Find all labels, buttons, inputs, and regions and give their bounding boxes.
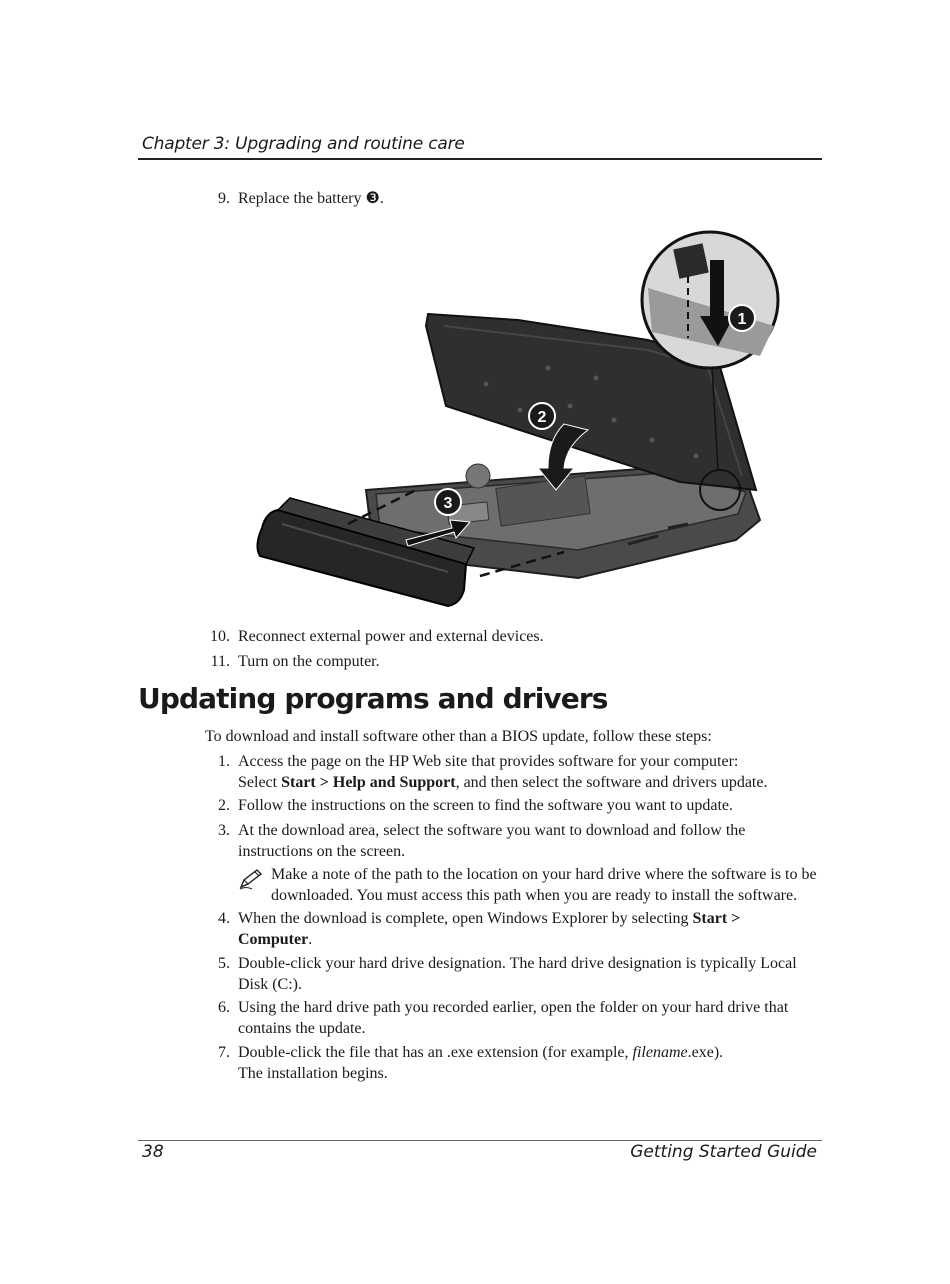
step-text: Reconnect external power and external devices.	[238, 628, 544, 645]
menu-path: Start > Help and Support	[281, 774, 456, 791]
pencil-note-icon	[238, 868, 264, 890]
step-text: Turn on the computer.	[238, 653, 380, 670]
step-number: 9.	[218, 190, 230, 207]
battery-replacement-illustration	[248, 228, 788, 614]
note-line-2: downloaded. You must access this path when you are ready to install the software.	[271, 887, 798, 904]
step-text: Replace the battery ❸.	[238, 190, 384, 207]
step-text	[238, 908, 838, 950]
chapter-header: Chapter 3: Upgrading and routine care	[142, 134, 465, 154]
step-number: 6.	[218, 999, 230, 1016]
step-line-2-pre: Select	[238, 774, 282, 791]
note-line-1: Make a note of the path to the location on your hard drive where the software is to be	[271, 866, 817, 883]
callout-2: 2	[537, 409, 547, 426]
step-text	[238, 997, 838, 1039]
step-line-2: The installation begins.	[238, 1065, 388, 1082]
step-text	[238, 1042, 838, 1084]
step-text-post: .exe).	[687, 1044, 724, 1061]
filename-placeholder: filename	[632, 1044, 688, 1061]
step-text-pre: When the download is complete, open Windows Explorer by selecting	[238, 910, 693, 927]
step-number: 3.	[218, 822, 230, 839]
step-number: 11.	[210, 653, 230, 670]
step-line-1: Using the hard drive path you recorded earlier, open the folder on your hard drive that	[238, 999, 789, 1016]
step-text-pre: Double-click the file that has an .exe extension (for example,	[238, 1044, 633, 1061]
section-intro: To download and install software other than a BIOS update, follow these steps:	[205, 728, 712, 745]
step-line-2-post: , and then select the software and drivers update.	[455, 774, 768, 791]
header-divider	[138, 158, 822, 160]
callout-1: 1	[737, 311, 747, 328]
note-text	[271, 864, 831, 906]
section-title: Updating programs and drivers	[138, 682, 608, 715]
step-line-2: Disk (C:).	[238, 976, 302, 993]
step-text-post: .	[308, 931, 313, 948]
menu-start: Start >	[692, 910, 741, 927]
step-line-1: At the download area, select the software you want to download and follow the	[238, 822, 746, 839]
step-number: 4.	[218, 910, 230, 927]
step-line-1: Double-click your hard drive designation. The hard drive designation is typically Local	[238, 955, 797, 972]
page-number: 38	[142, 1142, 164, 1162]
footer-divider	[138, 1140, 822, 1141]
footer-guide-title: Getting Started Guide	[630, 1142, 817, 1162]
step-text	[238, 820, 838, 862]
step-line-1: Access the page on the HP Web site that provides software for your computer:	[238, 753, 739, 770]
step-text: Follow the instructions on the screen to find the software you want to update.	[238, 797, 734, 814]
step-line-2: contains the update.	[238, 1020, 366, 1037]
callout-3: 3	[443, 495, 453, 512]
step-text	[238, 751, 838, 793]
step-text	[238, 953, 848, 995]
step-number: 1.	[218, 753, 230, 770]
menu-computer: Computer	[238, 931, 309, 948]
step-number: 7.	[218, 1044, 230, 1061]
step-number: 5.	[218, 955, 230, 972]
step-number: 2.	[218, 797, 230, 814]
step-number: 10.	[210, 628, 230, 645]
step-line-2: instructions on the screen.	[238, 843, 406, 860]
